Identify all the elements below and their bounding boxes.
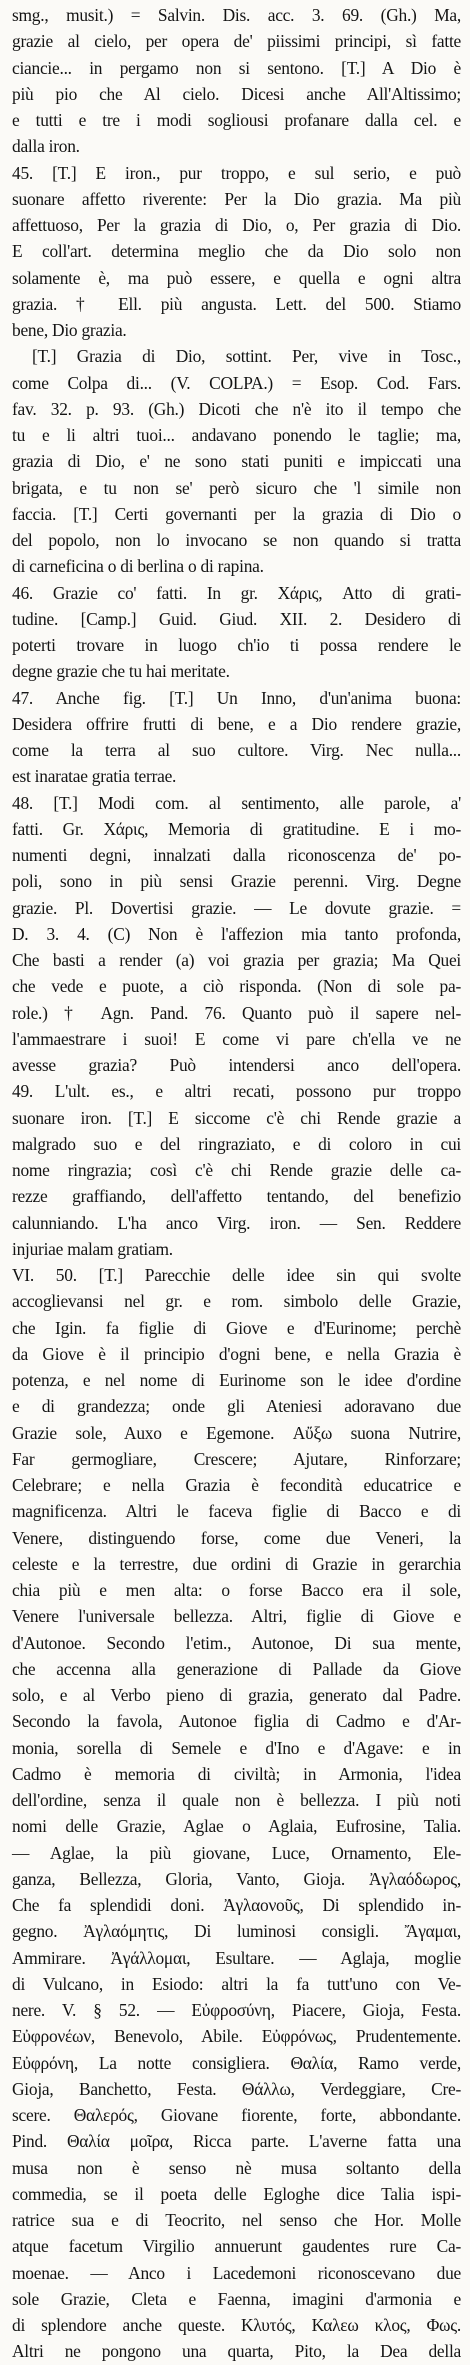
text-line: injuriae malam gratiam. (12, 1238, 173, 1259)
text-line: brigata, e tu non se' però sicuro che 'l simile non (12, 477, 461, 498)
text-line: chia più e men alta: o forse Bacco era il sole, (12, 1580, 461, 1600)
text-line: sole Grazie, Cleta e Faenna, imagini d'armonia e (12, 2288, 461, 2309)
text-line: Che basti a render (a) voi grazia per grazia; Ma Quei (12, 950, 461, 970)
text-line: celeste e la terrestre, due ordini di Grazie in gerarchia (12, 1553, 461, 1574)
text-line: di Vulcano, in Esiodo: altri la fa tutt'uno con Ve- (12, 1973, 461, 1994)
text-line: e di grandezza; onde gli Ateniesi adoravano due (12, 1396, 461, 1417)
text-line: numenti degni, innalzati dalla riconoscenza de' po- (12, 845, 461, 865)
text-line: come la terra al suo cultore. Virg. Nec nulla... (12, 740, 461, 760)
text-line: Altri ne pongono una quarta, Pito, la Dea della (12, 2341, 461, 2362)
text-line: gegno. Ἀγλαόμητις, Di luminosi consigli. Ἄγαμαι, (12, 1921, 461, 1942)
text-line: accoglievansi nel gr. e rom. simbolo delle Grazie, (12, 1291, 461, 1312)
text-line: atque facetum Virgilio annuerunt gaudentes rure Ca- (12, 2236, 461, 2257)
text-line: come Colpa di... (V. COLPA.) = Esop. Cod. Fars. (12, 372, 461, 393)
text-line: D. 3. 4. (C) Non è l'affezion mia tanto profonda, (12, 923, 461, 944)
text-line: suonare affetto riverente: Per la Dio grazia. Ma più (12, 188, 461, 209)
text-line: Gioja, Banchetto, Festa. Θάλλω, Verdeggiare, Cre- (12, 2078, 461, 2099)
text-line: fav. 32. p. 93. (Gh.) Dicoti che n'è ito il tempo che (12, 398, 461, 419)
text-line: Celebrare; e nella Grazia è fecondità educatrice e (12, 1475, 461, 1495)
text-line: Grazie sole, Auxo e Egemone. Αὔξω suona Nutrire, (12, 1422, 461, 1443)
text-line: [T.] Grazia di Dio, sottint. Per, vive in Tosc., (32, 346, 461, 367)
text-line: scere. Θαλερός, Giovane fiorente, forte, abbondante. (12, 2105, 461, 2125)
text-line: poterti trovare in luogo ch'io ti possa rendere le (12, 635, 461, 655)
text-column (12, 2, 461, 2365)
text-line: e tutti e tre i modi sogliousi profanare dalla cel. e (12, 110, 461, 130)
text-line: l'ammaestrare i suoi! E come vi pare ch'ella ve ne (12, 1028, 461, 1049)
text-line: dalla iron. (12, 136, 80, 157)
text-line: Far germogliare, Crescere; Ajutare, Rinforzare; (12, 1448, 461, 1469)
text-line: malgrado suo e del ringraziato, e di coloro in cui (12, 1133, 461, 1154)
text-line: 48. [T.] Modi com. al sentimento, alle parole, a' (12, 792, 461, 813)
text-line: da Giove è il principio d'ogni bene, e nella Grazia è (12, 1343, 461, 1364)
text-line: Ammirare. Ἀγάλλομαι, Esultare. — Aglaja, moglie (12, 1947, 461, 1968)
text-line: grazie. Pl. Dovertisi grazie. — Le dovute grazie. = (12, 897, 461, 918)
text-line: solamente è, ma può essere, e quella e ogni altra (12, 267, 461, 288)
text-line: rezze graffiando, dell'affetto tentando, del benefizio (12, 1186, 461, 1207)
text-line: grazia. † Ell. più angusta. Lett. del 500. Stiamo (12, 293, 461, 314)
text-line: smg., musit.) = Salvin. Dis. acc. 3. 69. (Gh.) Ma, (12, 5, 461, 25)
text-line: Venere l'universale bellezza. Altri, figlie di Giove e (12, 1606, 461, 1627)
text-line: ciancie... in pergamo non si sentono. [T.] A Dio è (12, 57, 461, 78)
text-line: dell'ordine, senza il quale non è bellezza. I più noti (12, 1790, 461, 1810)
text-line: calunniando. L'ha anco Virg. iron. — Sen. Reddere (12, 1212, 461, 1233)
text-line: avesse grazia? Può intendersi anco dell'opera. (12, 1055, 461, 1075)
text-line: monia, sorella di Semele e d'Ino e d'Agave: e in (12, 1737, 461, 1758)
text-line: commedia, se il poeta delle Egloghe dice Talia ispi- (12, 2183, 461, 2204)
text-line: 49. L'ult. es., e altri recati, possono pur troppo (12, 1081, 461, 1102)
text-line: — Aglae, la più giovane, Luce, Ornamento, Ele- (12, 1842, 461, 1863)
text-line: del popolo, non lo invocano se non quando si tratta (12, 530, 461, 550)
text-line: 45. [T.] E iron., pur troppo, e sul serio, e può (12, 162, 461, 183)
text-line: Venere, distinguendo forse, come due Veneri, la (12, 1527, 461, 1548)
text-line: ratrice sua e di Teocrito, nel senso che Hor. Molle (12, 2210, 461, 2230)
text-line: nere. V. § 52. — Εὐφροσύνη, Piacere, Gioja, Festa. (12, 2000, 461, 2020)
text-line: Che fa splendidi doni. Ἀγλαονοῦς, Di splendido in- (12, 1895, 461, 1915)
text-line: poli, sono in più sensi Grazie perenni. Virg. Degne (12, 871, 461, 892)
text-line: role.) † Agn. Pand. 76. Quanto può il sapere nel- (12, 1002, 461, 1023)
text-line: che accenna alla generazione di Pallade da Giove (12, 1658, 461, 1679)
text-line: moenae. — Anco i Lacedemoni riconoscevano due (12, 2262, 461, 2283)
text-line: che Igin. fa figlie di Giove e d'Eurinome; perchè (12, 1317, 461, 1338)
text-line: di carneficina o di berlina o di rapina. (12, 556, 264, 577)
text-line: tu e li altri tuoi... andavano ponendo le taglie; ma, (12, 425, 461, 445)
text-line: faccia. [T.] Certi governanti per la grazia di Dio o (12, 503, 461, 524)
text-line: Secondo la favola, Autonoe figlia di Cadmo e d'Ar- (12, 1711, 461, 1732)
text-line: Desidera offrire frutti di bene, e a Dio rendere grazie, (12, 713, 461, 734)
text-line: Pind. Θαλία μοῖρα, Ricca parte. L'averne fatta una (12, 2131, 461, 2152)
text-line: nomi delle Grazie, Aglae o Aglaia, Eufrosine, Talia. (12, 1816, 461, 1837)
text-line: solo, e al Verbo pieno di grazia, generato dal Padre. (12, 1685, 461, 1705)
text-line: musa non è senso nè musa soltanto della (12, 2157, 461, 2178)
text-line: Εὐφρονέων, Benevolo, Abile. Εὐφρόνως, Prudentemente. (12, 2026, 461, 2047)
text-line: Εὐφρόνη, La notte consigliera. Θαλία, Ramo verde, (12, 2052, 461, 2073)
text-line: degne grazie che tu hai meritate. (12, 661, 230, 682)
text-line: VI. 50. [T.] Parecchie delle idee sin qui svolte (12, 1265, 461, 1285)
text-line: fatti. Gr. Χάρις, Memoria di gratitudine. E i mo- (12, 818, 461, 839)
text-line: 46. Grazie co' fatti. In gr. Χάρις, Atto di grati- (12, 582, 461, 603)
text-line: magnificenza. Altri le faceva figlie di Bacco e di (12, 1501, 461, 1522)
text-line: ganza, Bellezza, Gloria, Vanto, Gioja. Ἀγλαόδωρος, (12, 1868, 461, 1889)
text-line: E coll'art. determina meglio che da Dio solo non (12, 241, 461, 262)
text-line: potenza, e nel nome di Eurinome son le idee d'ordine (12, 1370, 461, 1390)
text-line: 47. Anche fig. [T.] Un Inno, d'un'anima buona: (12, 687, 461, 708)
text-line: suonare iron. [T.] E siccome c'è chi Rende grazie a (12, 1107, 461, 1128)
text-line: bene, Dio grazia. (12, 320, 127, 340)
text-line: grazia di Dio, e' ne sono stati puniti e impiccati una (12, 451, 461, 472)
text-line: più pio che Al cielo. Dicesi anche All'Altissimo; (12, 83, 461, 104)
text-line: tudine. [Camp.] Guid. Giud. XII. 2. Desidero di (12, 608, 461, 629)
text-line: affettuoso, Per la grazia di Dio, o, Per grazia di Dio. (12, 215, 461, 235)
text-line: nome ringrazia; così c'è chi Rende grazie delle ca- (12, 1160, 461, 1180)
text-line: grazie al cielo, per opera de' piissimi principi, sì fatte (12, 31, 461, 52)
text-line: est inaratae gratia terrae. (12, 766, 177, 787)
text-line: di splendore anche queste. Κλυτός, Καλεω κλος, Φως. (12, 2315, 461, 2335)
text-line: che vede e puote, a ciò risponda. (Non di sole pa- (12, 976, 461, 997)
text-line: Cadmo è memoria di civiltà; in Armonia, l'idea (12, 1763, 461, 1784)
text-line: d'Autonoe. Secondo l'etim., Autonoe, Di sua mente, (12, 1632, 461, 1653)
